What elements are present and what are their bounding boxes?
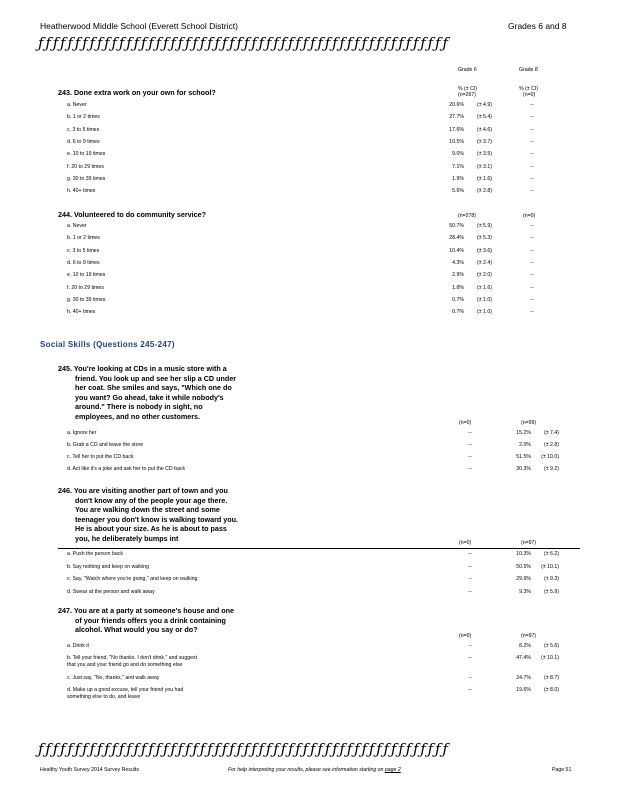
response-option-label: a. Never xyxy=(67,223,87,229)
grade8-ci: (± 8.7) xyxy=(544,675,559,681)
top-decorative-rule: ƒƒƒƒƒƒƒƒƒƒƒƒƒƒƒƒƒƒƒƒƒƒƒƒƒƒƒƒƒƒƒƒƒƒƒƒƒƒƒƒƒƒƒƒƒƒƒƒƒƒƒƒƒƒƒƒ xyxy=(38,34,450,52)
footer-help-prefix: For help interpreting your results, please see information starting on xyxy=(228,767,385,773)
grade8-percent: -- xyxy=(530,163,534,170)
grade6-ci: (± 2.4) xyxy=(477,259,492,266)
q244-n-grade6: (n=278) xyxy=(458,213,477,219)
bottom-decorative-rule: ƒƒƒƒƒƒƒƒƒƒƒƒƒƒƒƒƒƒƒƒƒƒƒƒƒƒƒƒƒƒƒƒƒƒƒƒƒƒƒƒƒƒƒƒƒƒƒƒƒƒƒƒƒƒƒƒ xyxy=(38,740,450,758)
q247-n-grade8: (n=97) xyxy=(521,633,537,639)
grade8-percent: -- xyxy=(530,259,534,266)
q246-title xyxy=(58,486,238,544)
grade6-percent: -- xyxy=(468,442,472,448)
grade8-percent: 29.9% xyxy=(516,576,531,582)
q243-n-grade8: (n=0) xyxy=(523,92,536,98)
grade6-ci: (± 2.8) xyxy=(477,188,492,195)
grade6-ci: (± 4.6) xyxy=(477,126,492,133)
response-option-label: a. Drink it xyxy=(67,643,89,649)
grade6-percent: 27.7% xyxy=(449,114,464,121)
grade6-percent: -- xyxy=(468,643,472,649)
grade6-percent: 1.8% xyxy=(452,284,464,291)
grade6-percent: 7.1% xyxy=(452,163,464,170)
response-option-label: d. Act like it's a joke and ask her to put the CD back xyxy=(67,466,186,472)
grade6-ci: (± 5.3) xyxy=(477,235,492,242)
grade8-percent: -- xyxy=(530,126,534,133)
grade8-percent: 51.5% xyxy=(516,454,531,460)
grade8-ci: (± 9.2) xyxy=(544,466,559,472)
q246-n-grade8: (n=97) xyxy=(521,540,537,546)
q245-title-line: you want? Go ahead, take it while nobody's xyxy=(75,392,224,402)
grade6-percent: -- xyxy=(468,551,472,557)
grade8-percent: -- xyxy=(530,151,534,158)
grade8-percent: -- xyxy=(530,223,534,229)
q246-title-line: teenager you don't know is walking toward you. xyxy=(75,514,239,524)
grade8-percent: -- xyxy=(530,175,534,182)
response-option-label: g. 30 to 39 times xyxy=(67,175,106,182)
q246-title-line: You are walking down the street and some xyxy=(75,505,220,515)
grade8-percent: -- xyxy=(530,235,534,242)
response-option-label: e. 10 to 19 times xyxy=(67,272,106,279)
response-option-label: e. 10 to 19 times xyxy=(67,151,106,158)
social-skills-section-title: Social Skills (Questions 245-247) xyxy=(40,340,175,349)
q243-n-grade6: (n=267) xyxy=(458,92,477,98)
q244-n-grade8: (n=0) xyxy=(523,213,536,219)
grade6-percent: 0.7% xyxy=(452,309,464,316)
grade6-percent: -- xyxy=(468,430,472,436)
response-option-label: b. Tell your friend, "No thanks. I don't drink," and suggest xyxy=(67,655,198,661)
footer-help-text xyxy=(228,767,401,773)
response-option-label-continued: that you and your friend go and do something else xyxy=(67,661,183,668)
grade8-ci: (± 7.4) xyxy=(544,430,559,436)
grade6-percent: 4.3% xyxy=(452,259,464,266)
grade8-percent: 30.3% xyxy=(516,466,531,472)
grade8-percent: 24.7% xyxy=(516,675,531,681)
grade8-pct-ci-header: % (± CI) xyxy=(519,86,538,92)
grade6-percent: -- xyxy=(468,687,472,693)
grades-header: Grades 6 and 8 xyxy=(508,21,567,31)
response-option-label: d. 6 to 9 times xyxy=(67,259,100,266)
grade8-percent: 15.2% xyxy=(516,430,531,436)
grade8-ci: (± 10.1) xyxy=(541,655,559,661)
grade6-percent: 10.4% xyxy=(449,247,464,254)
grade6-ci: (± 5.4) xyxy=(477,114,492,121)
q246-title-line: don't know any of the people your age there. xyxy=(75,495,228,505)
grade6-percent: 2.9% xyxy=(452,272,464,279)
response-option-label: a. Ignore her xyxy=(67,430,97,436)
grade6-column-header: Grade 6 xyxy=(458,67,477,73)
grade6-percent: -- xyxy=(468,655,472,661)
grade6-ci: (± 1.0) xyxy=(477,296,492,303)
q246-title-line: He is about your size. As he is about to pass xyxy=(75,524,227,534)
grade8-percent: -- xyxy=(530,272,534,279)
q245-n-grade8: (n=99) xyxy=(521,420,537,426)
grade6-percent: -- xyxy=(468,576,472,582)
response-option-label: h. 40+ times xyxy=(67,188,96,195)
grade6-ci: (± 3.7) xyxy=(477,138,492,145)
q245-title-line: her coat. She smiles and says, "Which one do xyxy=(75,383,232,393)
q243-title: 243. Done extra work on your own for school? xyxy=(58,88,216,97)
grade6-ci: (± 1.0) xyxy=(477,309,492,316)
grade6-pct-ci-header: % (± CI) xyxy=(458,86,477,92)
response-option-label: c. 3 to 5 times xyxy=(67,247,100,254)
q246-divider xyxy=(58,548,580,549)
grade8-ci: (± 5.9) xyxy=(544,589,559,595)
response-option-label-continued: something else to do, and leave xyxy=(67,693,141,700)
grade6-ci: (± 5.9) xyxy=(477,223,492,229)
q247-title-line: 247. You are at a party at someone's house and one xyxy=(58,606,234,615)
response-option-label: b. Say nothing and keep on walking xyxy=(67,564,149,570)
grade6-percent: 50.7% xyxy=(449,223,464,229)
grade8-ci: (± 10.1) xyxy=(541,564,559,570)
grade8-column-header: Grade 8 xyxy=(519,67,538,73)
q247-title-line: alcohol. What would you say or do? xyxy=(75,625,198,635)
grade6-ci: (± 3.1) xyxy=(477,163,492,170)
q246-n-grade6: (n=0) xyxy=(459,540,472,546)
school-header: Heatherwood Middle School (Everett School District) xyxy=(40,21,238,31)
grade8-percent: -- xyxy=(530,114,534,121)
grade6-ci: (± 1.6) xyxy=(477,175,492,182)
response-option-label: h. 40+ times xyxy=(67,309,96,316)
response-option-label: d. Swear at the person and walk away xyxy=(67,589,155,595)
grade8-percent: -- xyxy=(530,102,534,108)
response-option-label: g. 30 to 39 times xyxy=(67,296,106,303)
response-option-label: a. Never xyxy=(67,102,87,108)
grade8-percent: -- xyxy=(530,284,534,291)
q245-title-line: 245. You're looking at CDs in a music store with a xyxy=(58,364,227,373)
grade8-percent: -- xyxy=(530,188,534,195)
grade6-percent: 17.6% xyxy=(449,126,464,133)
grade6-percent: -- xyxy=(468,466,472,472)
grade6-ci: (± 3.5) xyxy=(477,151,492,158)
grade6-ci: (± 4.9) xyxy=(477,102,492,108)
grade8-percent: 50.5% xyxy=(516,564,531,570)
q245-title-line: around." There is nobody in sight, no xyxy=(75,402,203,412)
response-option-label: f. 20 to 29 times xyxy=(67,163,104,170)
response-option-label: d. 6 to 9 times xyxy=(67,138,100,145)
grade8-ci: (± 8.0) xyxy=(544,687,559,693)
grade6-percent: 28.4% xyxy=(449,235,464,242)
grade8-percent: -- xyxy=(530,296,534,303)
grade6-percent: 0.7% xyxy=(452,296,464,303)
q245-title xyxy=(58,364,236,422)
footer-survey-label: Healthy Youth Survey 2014 Survey Results xyxy=(40,767,139,773)
q247-n-grade6: (n=0) xyxy=(459,633,472,639)
grade8-ci: (± 2.8) xyxy=(544,442,559,448)
grade6-percent: 5.6% xyxy=(452,188,464,195)
grade8-ci: (± 6.2) xyxy=(544,551,559,557)
response-option-label: d. Make up a good excuse, tell your friend you had xyxy=(67,687,184,693)
grade6-percent: -- xyxy=(468,589,472,595)
q246-title-line: you, he deliberately bumps int xyxy=(75,533,179,543)
grade6-percent: 1.9% xyxy=(452,175,464,182)
grade8-ci: (± 10.0) xyxy=(541,454,559,460)
q247-title xyxy=(58,606,234,635)
grade8-percent: -- xyxy=(530,247,534,254)
grade8-percent: 19.6% xyxy=(516,687,531,693)
q247-title-line: of your friends offers you a drink containing xyxy=(75,615,226,625)
grade8-percent: 47.4% xyxy=(516,655,531,661)
grade6-percent: -- xyxy=(468,675,472,681)
grade8-percent: 2.0% xyxy=(519,442,531,448)
grade6-ci: (± 1.6) xyxy=(477,284,492,291)
response-option-label: a. Push the person back xyxy=(67,551,123,557)
grade8-percent: -- xyxy=(530,138,534,145)
grade6-percent: -- xyxy=(468,564,472,570)
grade8-percent: 9.3% xyxy=(519,589,531,595)
q244-title: 244. Volunteered to do community service? xyxy=(58,210,207,219)
grade6-percent: 20.6% xyxy=(449,102,464,108)
response-option-label: c. Say, "Watch where you're going," and keep on walking xyxy=(67,576,198,582)
response-option-label: c. Tell her to put the CD back xyxy=(67,454,134,460)
response-option-label: b. 1 or 2 times xyxy=(67,114,100,121)
q245-n-grade6: (n=0) xyxy=(459,420,472,426)
grade6-ci: (± 3.6) xyxy=(477,247,492,254)
grade6-percent: 10.5% xyxy=(449,138,464,145)
grade8-ci: (± 9.3) xyxy=(544,576,559,582)
grade8-percent: 8.2% xyxy=(519,643,531,649)
footer-page-number: Page 51 xyxy=(552,767,572,773)
response-option-label: b. Grab a CD and leave the store xyxy=(67,442,144,448)
q246-title-line: 246. You are visiting another part of town and you xyxy=(58,486,228,495)
page-2-link[interactable]: page 2 xyxy=(384,767,401,773)
response-option-label: b. 1 or 2 times xyxy=(67,235,100,242)
grade6-percent: 9.0% xyxy=(452,151,464,158)
grade8-ci: (± 5.6) xyxy=(544,643,559,649)
grade6-percent: -- xyxy=(468,454,472,460)
grade8-percent: -- xyxy=(530,309,534,316)
q245-title-line: friend. You look up and see her slip a CD under xyxy=(75,373,237,383)
response-option-label: f. 20 to 29 times xyxy=(67,284,104,291)
response-option-label: c. Just say, "No, thanks," and walk away xyxy=(67,675,160,681)
grade8-percent: 10.3% xyxy=(516,551,531,557)
q245-title-line: employees, and no other customers. xyxy=(75,411,201,421)
response-option-label: c. 3 to 5 times xyxy=(67,126,100,133)
grade6-ci: (± 2.0) xyxy=(477,272,492,279)
